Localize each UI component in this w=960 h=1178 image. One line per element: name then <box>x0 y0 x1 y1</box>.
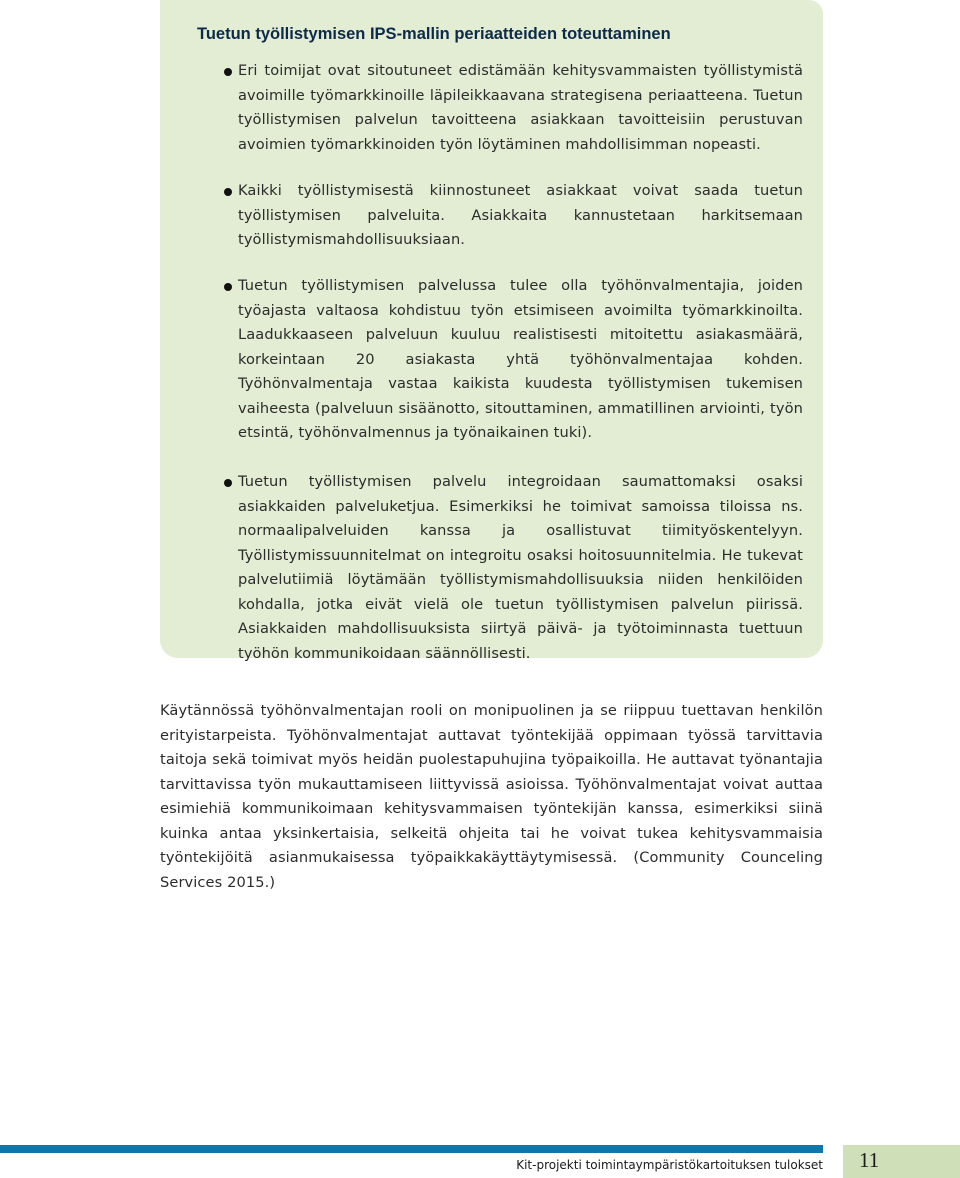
bullet-text: Kaikki työllistymisestä kiinnostuneet asiakkaat voivat saada tuetun työllistymisen palveluita. Asiakkaita kannustetaan harkitsemaan työllistymismahdollisuuksiaan. <box>238 182 803 248</box>
bullet-dot-icon <box>224 479 232 487</box>
page-number: 11 <box>859 1148 880 1172</box>
bullet-dot-icon <box>224 283 232 291</box>
body-paragraph: Käytännössä työhönvalmentajan rooli on monipuolinen ja se riippuu tuettavan henkilön erityistarpeista. Työhönvalmentajat auttavat työntekijää oppimaan työssä tarvittavia taitoja sekä toimivat myös heidän puolestapuhujina työpaikoilla. He auttavat työnantajia tarvittavissa työn mukauttamiseen liittyvissä asioissa. Työhönvalmentajat voivat auttaa esimiehiä kommunikoimaan kehitysvammaisen työntekijän kanssa, esimerkiksi siinä kuinka antaa yksinkertaisia, selkeitä ohjeita tai he voivat tukea kehitysvammaisia työntekijöitä asianmukaisessa työpaikkakäyttäytymisessä. (Community Counceling Services 2015.) <box>160 702 823 891</box>
page-number-box <box>843 1145 960 1178</box>
box-title: Tuetun työllistymisen IPS-mallin periaatteiden toteuttaminen <box>197 25 671 43</box>
footer-publication-title: Kit-projekti toimintaympäristökartoituksen tulokset <box>516 1158 823 1172</box>
bullet-text: Tuetun työllistymisen palvelussa tulee olla työhönvalmentajia, joiden työajasta valtaosa kohdistuu työn etsimiseen avoimilta työmarkkinoilta. Laadukkaaseen palveluun kuuluu realistisesti mitoitettu asiakasmäärä, korkeintaan 20 asiakasta yhtä työhönvalmentajaa kohden. Työhönvalmentaja vastaa kaikista kuudesta työllistymisen tukemisen vaiheesta (palveluun sisäänotto, sitouttaminen, ammatillinen arviointi, työn etsintä, työhönvalmennus ja työnaikainen tuki). <box>238 277 803 441</box>
bullet-text: Eri toimijat ovat sitoutuneet edistämään kehitysvammaisten työllistymistä avoimille työmarkkinoille läpileikkaavana strategisena periaatteena. Tuetun työllistymisen palvelun tavoitteena asiakkaan tavoitteisiin perustuvan avoimien työmarkkinoiden työn löytäminen mahdollisimman nopeasti. <box>238 62 803 153</box>
bullet-dot-icon <box>224 68 232 76</box>
info-box <box>160 0 823 662</box>
bullet-dot-icon <box>224 188 232 196</box>
footer-rule <box>0 1145 823 1153</box>
bullet-text: Tuetun työllistymisen palvelu integroidaan saumattomaksi osaksi asiakkaiden palveluketjua. Esimerkiksi he toimivat samoissa tiloissa ns. normaalipalveluiden kanssa ja osallistuvat tiimityöskentelyyn. Työllistymissuunnitelmat on integroitu osaksi hoitosuunnitelmia. He tukevat palvelutiimiä löytämään työllistymismahdollisuuksia niiden henkilöiden kohdalla, jotka eivät vielä ole tuetun työllistymisen palvelun piirissä. Asiakkaiden mahdollisuuksista siirtyä päivä- ja työtoiminnasta tuettuun työhön kommunikoidaan säännöllisesti. <box>238 473 803 662</box>
